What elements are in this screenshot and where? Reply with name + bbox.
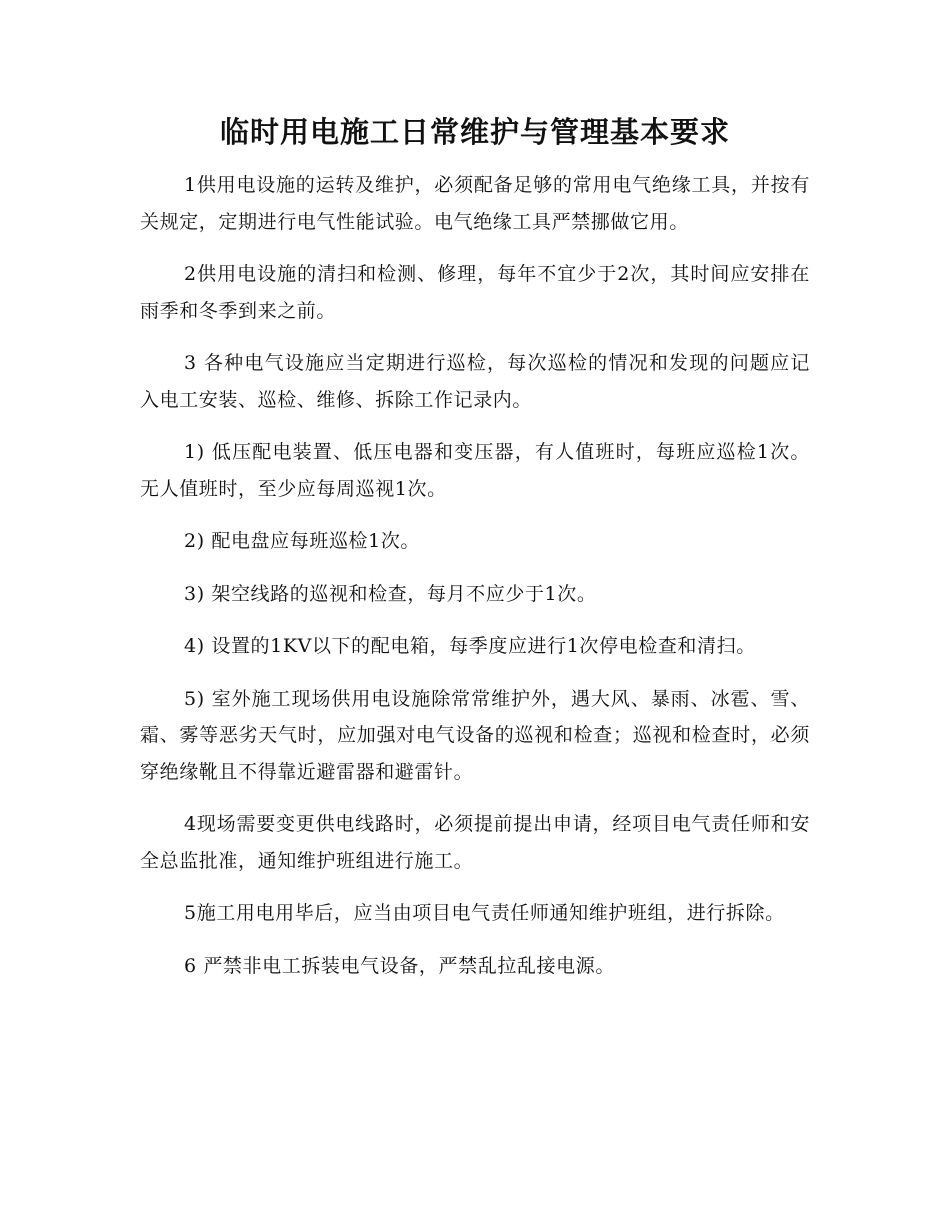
paragraph-3: 3 各种电气设施应当定期进行巡检，每次巡检的情况和发现的问题应记入电工安装、巡检、维修、拆除工作记录内。 [140,352,810,411]
sub-item-2: 2) 配电盘应每班巡检1次。 [184,530,421,552]
paragraph-4: 4现场需要变更供电线路时，必须提前提出申请，经项目电气责任师和安全总监批准，通知维护班组进行施工。 [140,813,810,872]
sub-item-3: 3) 架空线路的巡视和检查，每月不应少于1次。 [184,582,597,605]
document-title: 临时用电施工日常维护与管理基本要求 [219,115,730,149]
sub-item-5: 5) 室外施工现场供用电设施除常常维护外，遇大风、暴雨、冰雹、雪、霜、雾等恶劣天气时，应加强对电气设备的巡视和检查；巡视和检查时，必须穿绝缘靴且不得靠近避雷器和避雷针。 [140,687,810,783]
paragraph-2: 2供用电设施的清扫和检测、修理，每年不宜少于2次，其时间应安排在雨季和冬季到来之前。 [140,263,810,322]
sub-item-1: 1) 低压配电装置、低压电器和变压器，有人值班时，每班应巡检1次。无人值班时，至少应每周巡视1次。 [140,441,810,500]
paragraph-5: 5施工用电用毕后，应当由项目电气责任师通知维护班组，进行拆除。 [184,902,785,924]
paragraph-1: 1供用电设施的运转及维护，必须配备足够的常用电气绝缘工具，并按有关规定，定期进行电气性能试验。电气绝缘工具严禁挪做它用。 [140,174,810,233]
document-body [140,167,810,1000]
sub-item-4: 4) 设置的1KV以下的配电箱，每季度应进行1次停电检查和清扫。 [184,635,756,657]
paragraph-6: 6 严禁非电工拆装电气设备，严禁乱拉乱接电源。 [184,954,615,977]
